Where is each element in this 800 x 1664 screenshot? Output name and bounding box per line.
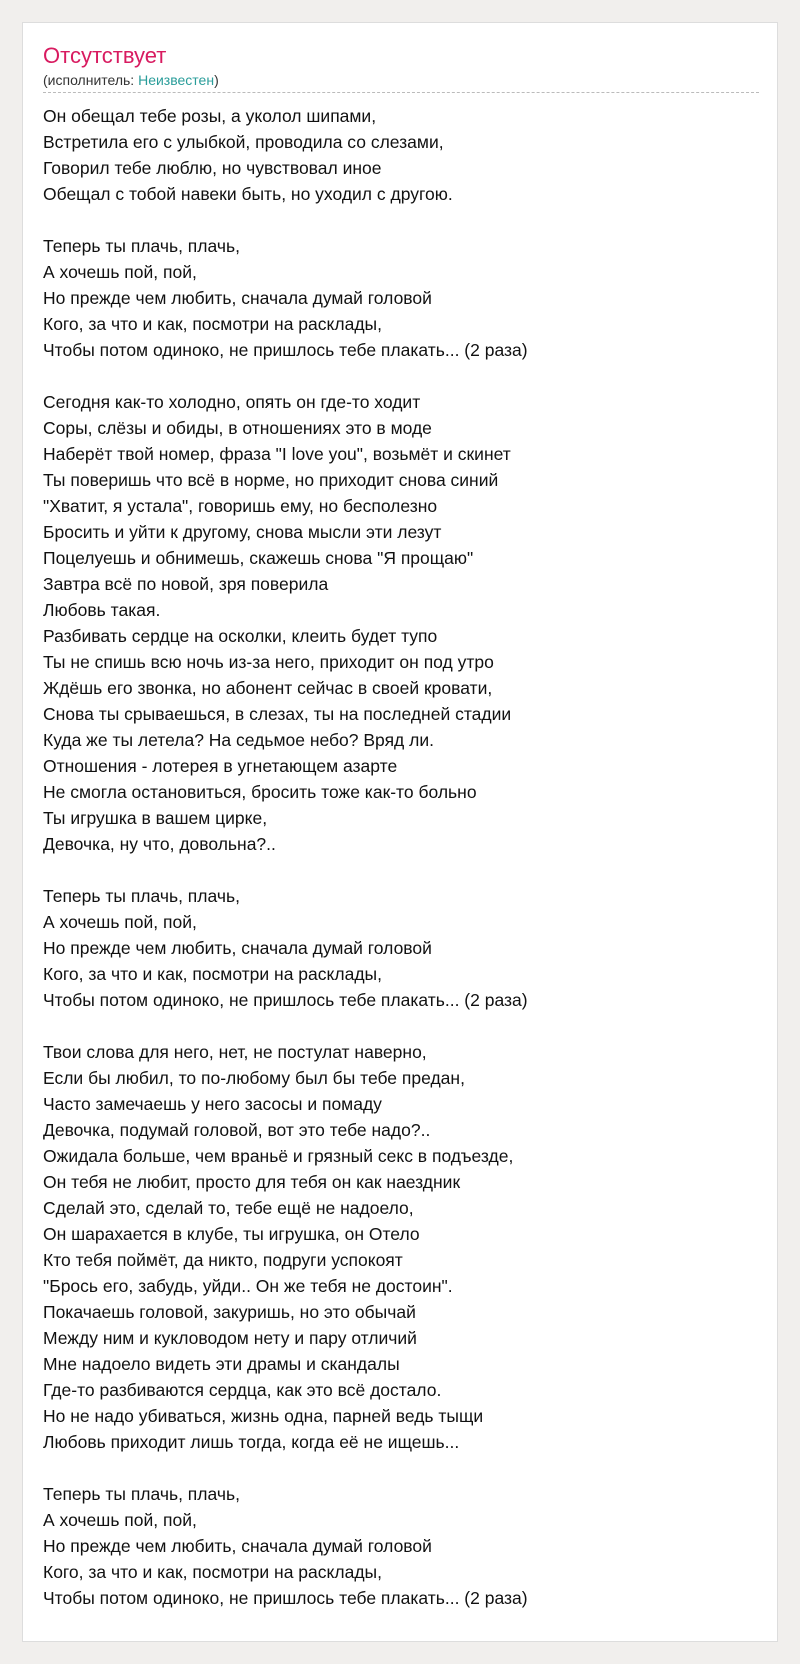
song-title: Отсутствует (43, 43, 167, 68)
lyrics-line: А хочешь пой, пой, (43, 262, 197, 282)
lyrics-line: Покачаешь головой, закуришь, но это обычай (43, 1302, 416, 1322)
artist-link[interactable]: Неизвестен (138, 72, 215, 88)
lyrics-line: Сегодня как-то холодно, опять он где-то ходит (43, 392, 421, 412)
song-header (43, 43, 759, 89)
lyrics-line: Где-то разбиваются сердца, как это всё достало. (43, 1380, 442, 1400)
lyrics-stanza (43, 883, 759, 1013)
lyrics-line: Разбивать сердце на осколки, клеить будет тупо (43, 626, 438, 646)
lyrics-stanza (43, 233, 759, 363)
artist-suffix: ) (214, 72, 219, 88)
lyrics-line: Любовь такая. (43, 600, 161, 620)
lyrics-line: Часто замечаешь у него засосы и помаду (43, 1094, 382, 1114)
lyrics-line: Не смогла остановиться, бросить тоже как-то больно (43, 782, 477, 802)
lyrics-line: Кого, за что и как, посмотри на расклады, (43, 1562, 382, 1582)
lyrics-line: А хочешь пой, пой, (43, 912, 197, 932)
lyrics-line: Чтобы потом одиноко, не пришлось тебе плакать... (2 раза) (43, 990, 528, 1010)
lyrics-line: Ты игрушка в вашем цирке, (43, 808, 268, 828)
lyrics-line: Обещал с тобой навеки быть, но уходил с другою. (43, 184, 453, 204)
lyrics-line: Теперь ты плачь, плачь, (43, 236, 240, 256)
lyrics-line: Кого, за что и как, посмотри на расклады, (43, 964, 382, 984)
lyrics-line: Чтобы потом одиноко, не пришлось тебе плакать... (2 раза) (43, 1588, 528, 1608)
lyrics-line: Любовь приходит лишь тогда, когда её не ищешь... (43, 1432, 460, 1452)
lyrics-line: Чтобы потом одиноко, не пришлось тебе плакать... (2 раза) (43, 340, 528, 360)
lyrics-line: Девочка, подумай головой, вот это тебе надо?.. (43, 1120, 431, 1140)
lyrics-line: Но прежде чем любить, сначала думай головой (43, 1536, 432, 1556)
lyrics-line: Куда же ты летела? На седьмое небо? Вряд ли. (43, 730, 434, 750)
lyrics-stanza (43, 1481, 759, 1611)
lyrics-line: Он шарахается в клубе, ты игрушка, он Отело (43, 1224, 420, 1244)
lyrics-line: Но не надо убиваться, жизнь одна, парней ведь тыщи (43, 1406, 484, 1426)
lyrics-line: "Хватит, я устала", говоришь ему, но бесполезно (43, 496, 438, 516)
lyrics-stanza (43, 389, 759, 857)
lyrics-line: Но прежде чем любить, сначала думай головой (43, 288, 432, 308)
lyrics-line: Твои слова для него, нет, не постулат наверно, (43, 1042, 427, 1062)
lyrics-line: Кого, за что и как, посмотри на расклады, (43, 314, 382, 334)
lyrics-line: Соры, слёзы и обиды, в отношениях это в моде (43, 418, 432, 438)
artist-prefix: (исполнитель: (43, 72, 139, 88)
lyrics-line: Отношения - лотерея в угнетающем азарте (43, 756, 398, 776)
lyrics-line: Теперь ты плачь, плачь, (43, 886, 240, 906)
artist-line (43, 71, 759, 89)
lyrics-line: Теперь ты плачь, плачь, (43, 1484, 240, 1504)
lyrics-line: Но прежде чем любить, сначала думай головой (43, 938, 432, 958)
header-divider (43, 92, 759, 93)
lyrics-line: Встретила его с улыбкой, проводила со слезами, (43, 132, 444, 152)
lyrics-line: Снова ты срываешься, в слезах, ты на последней стадии (43, 704, 512, 724)
lyrics-line: Если бы любил, то по-любому был бы тебе предан, (43, 1068, 465, 1088)
lyrics-line: Он обещал тебе розы, а уколол шипами, (43, 106, 377, 126)
lyrics-line: Бросить и уйти к другому, снова мысли эти лезут (43, 522, 442, 542)
lyrics-line: Ждёшь его звонка, но абонент сейчас в своей кровати, (43, 678, 493, 698)
lyrics-line: Сделай это, сделай то, тебе ещё не надоело, (43, 1198, 414, 1218)
lyrics-line: Наберёт твой номер, фраза "I love you", возьмёт и скинет (43, 444, 511, 464)
lyrics-line: Ожидала больше, чем враньё и грязный секс в подъезде, (43, 1146, 514, 1166)
lyrics-line: Говорил тебе люблю, но чувствовал иное (43, 158, 382, 178)
lyrics-line: Девочка, ну что, довольна?.. (43, 834, 276, 854)
lyrics-line: А хочешь пой, пой, (43, 1510, 197, 1530)
lyrics-stanza (43, 1039, 759, 1455)
lyrics-stanza (43, 103, 759, 207)
lyrics-line: Ты не спишь всю ночь из-за него, приходит он под утро (43, 652, 494, 672)
lyrics-line: Завтра всё по новой, зря поверила (43, 574, 329, 594)
lyrics-line: Мне надоело видеть эти драмы и скандалы (43, 1354, 400, 1374)
lyrics-line: Ты поверишь что всё в норме, но приходит снова синий (43, 470, 499, 490)
lyrics-line: "Брось его, забудь, уйди.. Он же тебя не достоин". (43, 1276, 453, 1296)
lyrics-line: Он тебя не любит, просто для тебя он как наездник (43, 1172, 461, 1192)
lyrics-line: Между ним и кукловодом нету и пару отличий (43, 1328, 417, 1348)
lyrics-card (22, 22, 778, 1642)
lyrics-text (43, 103, 759, 1637)
lyrics-line: Поцелуешь и обнимешь, скажешь снова "Я прощаю" (43, 548, 474, 568)
lyrics-line: Кто тебя поймёт, да никто, подруги успокоят (43, 1250, 403, 1270)
